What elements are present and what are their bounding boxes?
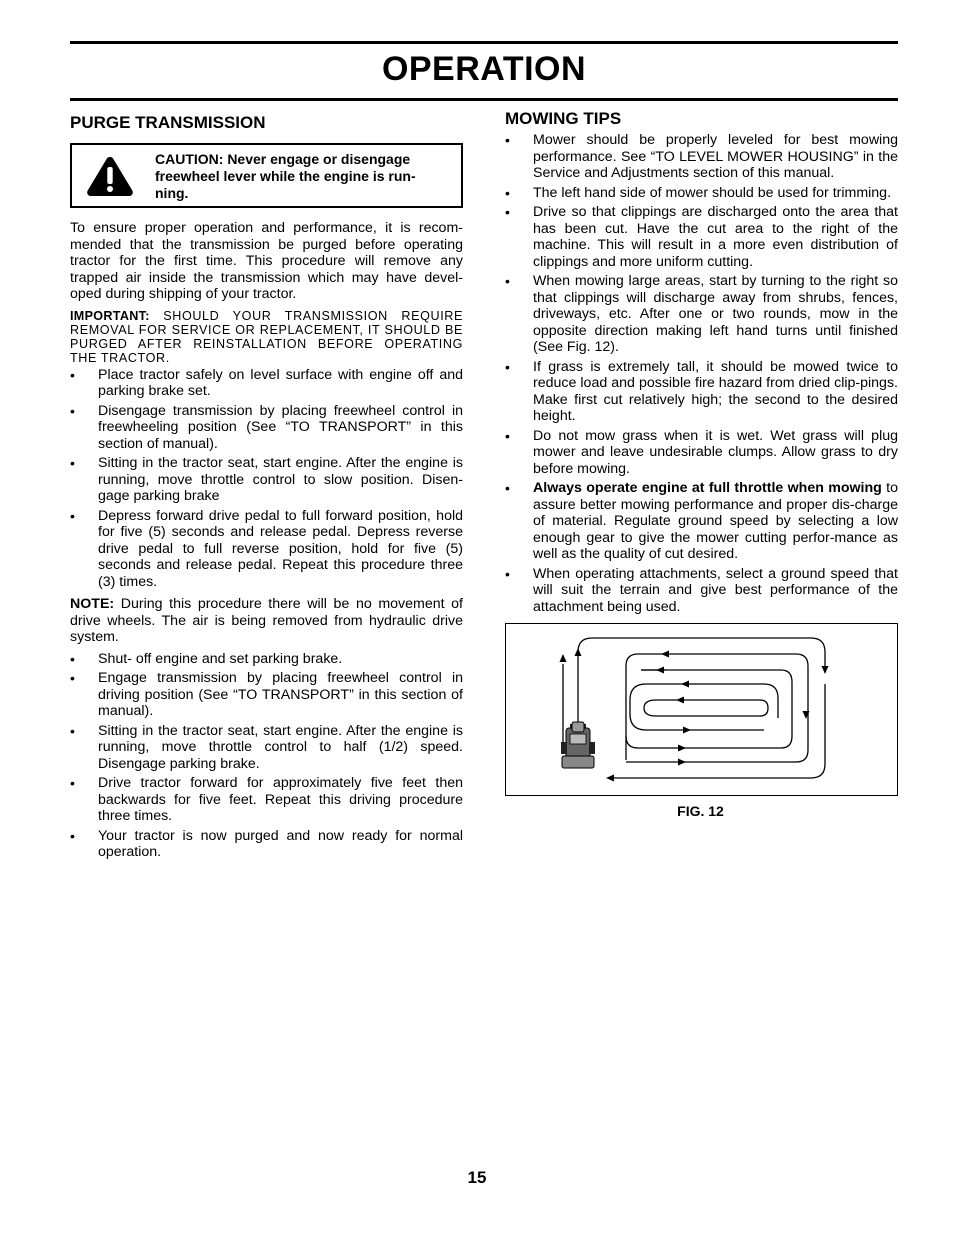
bold-lead: Always operate engine at full throttle when mowing — [533, 480, 882, 496]
top-rule — [70, 41, 898, 44]
list-item: • Drive tractor forward for approximately five feet then backwards for five feet. Repeat this driving procedure three times. — [70, 775, 463, 825]
list-item — [505, 480, 898, 563]
mowing-tips-list — [505, 132, 898, 615]
section-heading: MOWING TIPS — [505, 109, 622, 128]
list-item: • Shut- off engine and set parking brake. — [70, 651, 463, 668]
list-item: • Mower should be properly leveled for best mowing performance. See “TO LEVEL MOWER HOUSING” in the Service and Adjustments section of this manual. — [505, 132, 898, 182]
important-label: IMPORTANT: — [70, 308, 150, 323]
caution-text: CAUTION: Never engage or disengage freewheel lever while the engine is run-ning. — [155, 151, 416, 201]
important-notice — [70, 309, 463, 365]
title-rule — [70, 98, 898, 101]
list-item: • The left hand side of mower should be used for trimming. — [505, 185, 898, 202]
figure-label: FIG. 12 — [677, 803, 724, 819]
note-paragraph — [70, 596, 463, 646]
tractor-illustration — [561, 722, 595, 768]
page-number: 15 — [467, 1168, 487, 1187]
section-heading: PURGE TRANSMISSION — [70, 113, 266, 132]
list-item: • Engage transmission by placing freewheel control in driving position (See “TO TRANSPORT” in this section of manual). — [70, 670, 463, 720]
intro-paragraph: To ensure proper operation and performance, it is recom-mended that the transmission be purged before operating tractor for the first time. This procedure will remove any trapped air inside the transmission which may have devel-oped during shipping of your tractor. — [70, 220, 463, 302]
list-item: • Place tractor safely on level surface with engine off and parking brake set. — [70, 367, 463, 400]
mowing-pattern-figure — [505, 623, 898, 796]
list-item: • When operating attachments, select a ground speed that will suit the terrain and give best performance of the attachment being used. — [505, 566, 898, 616]
tip-rest: to assure better mowing performance and proper dis-charge of material. Regulate ground speed by selecting a low enough gear to give the mower cutting perfor-mance as well as the quality of cut desired. — [533, 480, 898, 562]
purge-transmission-section — [70, 112, 463, 864]
mowing-pattern-diagram — [506, 624, 897, 795]
page-title: OPERATION — [381, 50, 587, 88]
purge-steps-list-b — [70, 651, 463, 861]
list-item: • Disengage transmission by placing freewheel control in freewheeling position (See “TO TRANSPORT” in this section of manual). — [70, 403, 463, 453]
list-item: • Your tractor is now purged and now ready for normal operation. — [70, 828, 463, 861]
important-text: SHOULD YOUR TRANSMISSION REQUIRE REMOVAL FOR SERVICE OR REPLACEMENT, IT SHOULD BE PURGED AFTER REINSTALLATION BEFORE OPERATING THE TRACTOR. — [70, 308, 463, 365]
warning-triangle-icon — [85, 155, 135, 197]
purge-steps-list-a — [70, 367, 463, 591]
caution-box — [70, 143, 463, 208]
list-item: • Depress forward drive pedal to full forward position, hold for five (5) seconds and release pedal. Depress reverse drive pedal to full reverse position, hold for five (5) seconds and release pedal. Repeat this procedure three (3) times. — [70, 508, 463, 591]
note-label: NOTE: — [70, 596, 115, 612]
list-item: • Sitting in the tractor seat, start engine. After the engine is running, move throttle control to half (1/2) speed. Disengage parking brake. — [70, 723, 463, 773]
list-item: • Sitting in the tractor seat, start engine. After the engine is running, move throttle control to slow position. Disen-gage parking brake — [70, 455, 463, 505]
list-item: • If grass is extremely tall, it should be mowed twice to reduce load and possible fire hazard from dried clip-pings. Make first cut relatively high; the second to the desired height. — [505, 359, 898, 425]
list-item: • Drive so that clippings are discharged onto the area that has been cut. Have the cut area to the right of the machine. This will result in a more even distribution of clippings and more uniform cutting. — [505, 204, 898, 270]
list-item: • When mowing large areas, start by turning to the right so that clippings will discharge away from shrubs, fences, driveways, etc. After one or two rounds, mow in the opposite direction making left hand turns until finished (See Fig. 12). — [505, 273, 898, 356]
list-item: • Do not mow grass when it is wet. Wet grass will plug mower and leave undesirable clumps. Allow grass to dry before mowing. — [505, 428, 898, 478]
note-text: During this procedure there will be no movement of drive wheels. The air is being removed from hydraulic drive system. — [70, 596, 463, 645]
mowing-tips-section — [505, 108, 898, 819]
